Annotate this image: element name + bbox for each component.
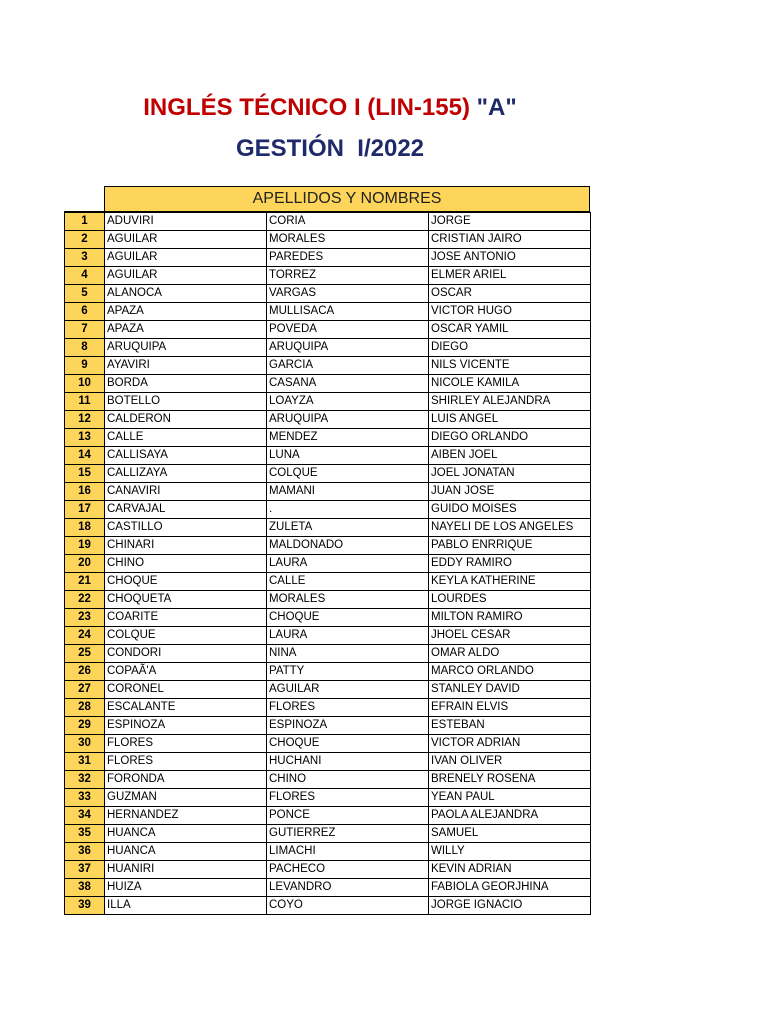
- first-surname-cell: CORONEL: [105, 681, 267, 699]
- table-row: [65, 393, 591, 411]
- second-surname-cell: MENDEZ: [267, 429, 429, 447]
- table-row: [65, 573, 591, 591]
- first-surname-cell: AYAVIRI: [105, 357, 267, 375]
- given-names-cell: MILTON RAMIRO: [429, 609, 591, 627]
- table-row: [65, 447, 591, 465]
- first-surname-cell: CALLISAYA: [105, 447, 267, 465]
- row-number: 20: [65, 555, 105, 573]
- table-row: [65, 231, 591, 249]
- document-title: [0, 92, 660, 124]
- given-names-cell: KEYLA KATHERINE: [429, 573, 591, 591]
- row-number: 35: [65, 825, 105, 843]
- second-surname-cell: PAREDES: [267, 249, 429, 267]
- row-number: 7: [65, 321, 105, 339]
- row-number: 6: [65, 303, 105, 321]
- table-row: [65, 501, 591, 519]
- row-number: 16: [65, 483, 105, 501]
- first-surname-cell: CONDORI: [105, 645, 267, 663]
- row-number: 17: [65, 501, 105, 519]
- row-number: 10: [65, 375, 105, 393]
- row-number: 18: [65, 519, 105, 537]
- second-surname-cell: AGUILAR: [267, 681, 429, 699]
- table-row: [65, 357, 591, 375]
- table-row: [65, 303, 591, 321]
- given-names-cell: NILS VICENTE: [429, 357, 591, 375]
- given-names-cell: VICTOR ADRIAN: [429, 735, 591, 753]
- table-row: [65, 753, 591, 771]
- given-names-cell: FABIOLA GEORJHINA: [429, 879, 591, 897]
- first-surname-cell: ESPINOZA: [105, 717, 267, 735]
- row-number: 12: [65, 411, 105, 429]
- group-label: "A": [476, 94, 517, 121]
- roster-body: [65, 213, 591, 915]
- given-names-cell: STANLEY DAVID: [429, 681, 591, 699]
- table-row: [65, 789, 591, 807]
- given-names-cell: JOEL JONATAN: [429, 465, 591, 483]
- given-names-cell: JHOEL CESAR: [429, 627, 591, 645]
- row-number: 25: [65, 645, 105, 663]
- row-number: 11: [65, 393, 105, 411]
- row-number: 24: [65, 627, 105, 645]
- second-surname-cell: ZULETA: [267, 519, 429, 537]
- given-names-cell: NICOLE KAMILA: [429, 375, 591, 393]
- given-names-cell: VICTOR HUGO: [429, 303, 591, 321]
- second-surname-cell: LEVANDRO: [267, 879, 429, 897]
- table-header: [104, 186, 590, 212]
- row-number: 23: [65, 609, 105, 627]
- second-surname-cell: GARCIA: [267, 357, 429, 375]
- row-number: 2: [65, 231, 105, 249]
- given-names-cell: JOSE ANTONIO: [429, 249, 591, 267]
- number-column-header: [64, 186, 104, 212]
- given-names-cell: DIEGO ORLANDO: [429, 429, 591, 447]
- second-surname-cell: CORIA: [267, 213, 429, 231]
- first-surname-cell: HERNANDEZ: [105, 807, 267, 825]
- table-row: [65, 249, 591, 267]
- second-surname-cell: LAURA: [267, 627, 429, 645]
- given-names-cell: EDDY RAMIRO: [429, 555, 591, 573]
- given-names-cell: ESTEBAN: [429, 717, 591, 735]
- second-surname-cell: CHINO: [267, 771, 429, 789]
- given-names-cell: EFRAIN ELVIS: [429, 699, 591, 717]
- first-surname-cell: HUIZA: [105, 879, 267, 897]
- given-names-cell: WILLY: [429, 843, 591, 861]
- row-number: 27: [65, 681, 105, 699]
- first-surname-cell: HUANCA: [105, 825, 267, 843]
- row-number: 32: [65, 771, 105, 789]
- given-names-cell: IVAN OLIVER: [429, 753, 591, 771]
- row-number: 38: [65, 879, 105, 897]
- table-row: [65, 267, 591, 285]
- row-number: 34: [65, 807, 105, 825]
- given-names-cell: SHIRLEY ALEJANDRA: [429, 393, 591, 411]
- table-row: [65, 825, 591, 843]
- first-surname-cell: HUANCA: [105, 843, 267, 861]
- second-surname-cell: CHOQUE: [267, 609, 429, 627]
- first-surname-cell: CALLE: [105, 429, 267, 447]
- table-row: [65, 375, 591, 393]
- first-surname-cell: ESCALANTE: [105, 699, 267, 717]
- table-row: [65, 483, 591, 501]
- second-surname-cell: GUTIERREZ: [267, 825, 429, 843]
- row-number: 4: [65, 267, 105, 285]
- first-surname-cell: CARVAJAL: [105, 501, 267, 519]
- table-row: [65, 591, 591, 609]
- table-row: [65, 663, 591, 681]
- first-surname-cell: CALLIZAYA: [105, 465, 267, 483]
- second-surname-cell: TORREZ: [267, 267, 429, 285]
- row-number: 30: [65, 735, 105, 753]
- table-row: [65, 321, 591, 339]
- row-number: 14: [65, 447, 105, 465]
- given-names-cell: NAYELI DE LOS ANGELES: [429, 519, 591, 537]
- table-row: [65, 735, 591, 753]
- given-names-cell: OMAR ALDO: [429, 645, 591, 663]
- first-surname-cell: BOTELLO: [105, 393, 267, 411]
- given-names-cell: OSCAR: [429, 285, 591, 303]
- table-row: [65, 411, 591, 429]
- row-number: 21: [65, 573, 105, 591]
- given-names-cell: YEAN PAUL: [429, 789, 591, 807]
- second-surname-cell: CHOQUE: [267, 735, 429, 753]
- first-surname-cell: FLORES: [105, 735, 267, 753]
- row-number: 19: [65, 537, 105, 555]
- row-number: 8: [65, 339, 105, 357]
- first-surname-cell: FLORES: [105, 753, 267, 771]
- first-surname-cell: COARITE: [105, 609, 267, 627]
- second-surname-cell: CALLE: [267, 573, 429, 591]
- first-surname-cell: AGUILAR: [105, 231, 267, 249]
- second-surname-cell: LOAYZA: [267, 393, 429, 411]
- second-surname-cell: VARGAS: [267, 285, 429, 303]
- table-header-label: APELLIDOS Y NOMBRES: [252, 190, 442, 207]
- second-surname-cell: LAURA: [267, 555, 429, 573]
- first-surname-cell: AGUILAR: [105, 267, 267, 285]
- second-surname-cell: COLQUE: [267, 465, 429, 483]
- first-surname-cell: APAZA: [105, 321, 267, 339]
- second-surname-cell: COYO: [267, 897, 429, 915]
- row-number: 3: [65, 249, 105, 267]
- second-surname-cell: HUCHANI: [267, 753, 429, 771]
- given-names-cell: PABLO ENRRIQUE: [429, 537, 591, 555]
- row-number: 1: [65, 213, 105, 231]
- table-row: [65, 771, 591, 789]
- table-row: [65, 339, 591, 357]
- row-number: 9: [65, 357, 105, 375]
- table-row: [65, 537, 591, 555]
- given-names-cell: DIEGO: [429, 339, 591, 357]
- second-surname-cell: PATTY: [267, 663, 429, 681]
- second-surname-cell: ESPINOZA: [267, 717, 429, 735]
- table-row: [65, 555, 591, 573]
- second-surname-cell: PONCE: [267, 807, 429, 825]
- second-surname-cell: FLORES: [267, 699, 429, 717]
- row-number: 28: [65, 699, 105, 717]
- first-surname-cell: AGUILAR: [105, 249, 267, 267]
- second-surname-cell: LIMACHI: [267, 843, 429, 861]
- first-surname-cell: GUZMAN: [105, 789, 267, 807]
- given-names-cell: OSCAR YAMIL: [429, 321, 591, 339]
- second-surname-cell: POVEDA: [267, 321, 429, 339]
- first-surname-cell: CHOQUE: [105, 573, 267, 591]
- row-number: 22: [65, 591, 105, 609]
- table-row: [65, 807, 591, 825]
- course-name: INGLÉS TÉCNICO I (LIN-155): [143, 94, 470, 121]
- row-number: 26: [65, 663, 105, 681]
- first-surname-cell: COLQUE: [105, 627, 267, 645]
- second-surname-cell: MULLISACA: [267, 303, 429, 321]
- given-names-cell: CRISTIAN JAIRO: [429, 231, 591, 249]
- first-surname-cell: CHINARI: [105, 537, 267, 555]
- first-surname-cell: CHOQUETA: [105, 591, 267, 609]
- first-surname-cell: ALANOCA: [105, 285, 267, 303]
- given-names-cell: SAMUEL: [429, 825, 591, 843]
- first-surname-cell: ILLA: [105, 897, 267, 915]
- second-surname-cell: PACHECO: [267, 861, 429, 879]
- given-names-cell: JORGE: [429, 213, 591, 231]
- given-names-cell: LOURDES: [429, 591, 591, 609]
- table-row: [65, 627, 591, 645]
- table-row: [65, 843, 591, 861]
- first-surname-cell: CALDERON: [105, 411, 267, 429]
- row-number: 37: [65, 861, 105, 879]
- given-names-cell: GUIDO MOISES: [429, 501, 591, 519]
- table-row: [65, 717, 591, 735]
- table-row: [65, 285, 591, 303]
- row-number: 36: [65, 843, 105, 861]
- table-row: [65, 429, 591, 447]
- given-names-cell: PAOLA ALEJANDRA: [429, 807, 591, 825]
- given-names-cell: JUAN JOSE: [429, 483, 591, 501]
- second-surname-cell: CASANA: [267, 375, 429, 393]
- table-row: [65, 861, 591, 879]
- first-surname-cell: COPAÃ'A: [105, 663, 267, 681]
- given-names-cell: LUIS ANGEL: [429, 411, 591, 429]
- row-number: 29: [65, 717, 105, 735]
- second-surname-cell: MORALES: [267, 231, 429, 249]
- table-row: [65, 897, 591, 915]
- first-surname-cell: CHINO: [105, 555, 267, 573]
- first-surname-cell: CASTILLO: [105, 519, 267, 537]
- second-surname-cell: MALDONADO: [267, 537, 429, 555]
- row-number: 13: [65, 429, 105, 447]
- first-surname-cell: BORDA: [105, 375, 267, 393]
- row-number: 39: [65, 897, 105, 915]
- table-row: [65, 519, 591, 537]
- first-surname-cell: APAZA: [105, 303, 267, 321]
- table-row: [65, 465, 591, 483]
- table-row: [65, 699, 591, 717]
- second-surname-cell: LUNA: [267, 447, 429, 465]
- row-number: 31: [65, 753, 105, 771]
- second-surname-cell: FLORES: [267, 789, 429, 807]
- table-row: [65, 609, 591, 627]
- second-surname-cell: ARUQUIPA: [267, 339, 429, 357]
- row-number: 33: [65, 789, 105, 807]
- first-surname-cell: HUANIRI: [105, 861, 267, 879]
- given-names-cell: MARCO ORLANDO: [429, 663, 591, 681]
- second-surname-cell: MORALES: [267, 591, 429, 609]
- row-number: 5: [65, 285, 105, 303]
- second-surname-cell: ARUQUIPA: [267, 411, 429, 429]
- second-surname-cell: MAMANI: [267, 483, 429, 501]
- second-surname-cell: .: [267, 501, 429, 519]
- given-names-cell: JORGE IGNACIO: [429, 897, 591, 915]
- row-number: 15: [65, 465, 105, 483]
- first-surname-cell: ARUQUIPA: [105, 339, 267, 357]
- given-names-cell: BRENELY ROSENA: [429, 771, 591, 789]
- table-row: [65, 213, 591, 231]
- given-names-cell: ELMER ARIEL: [429, 267, 591, 285]
- given-names-cell: KEVIN ADRIAN: [429, 861, 591, 879]
- table-row: [65, 645, 591, 663]
- first-surname-cell: ADUVIRI: [105, 213, 267, 231]
- table-row: [65, 879, 591, 897]
- second-surname-cell: NINA: [267, 645, 429, 663]
- given-names-cell: AIBEN JOEL: [429, 447, 591, 465]
- first-surname-cell: CANAVIRI: [105, 483, 267, 501]
- first-surname-cell: FORONDA: [105, 771, 267, 789]
- term-label: GESTIÓN I/2022: [235, 135, 425, 162]
- table-row: [65, 681, 591, 699]
- student-roster-table: [64, 212, 591, 915]
